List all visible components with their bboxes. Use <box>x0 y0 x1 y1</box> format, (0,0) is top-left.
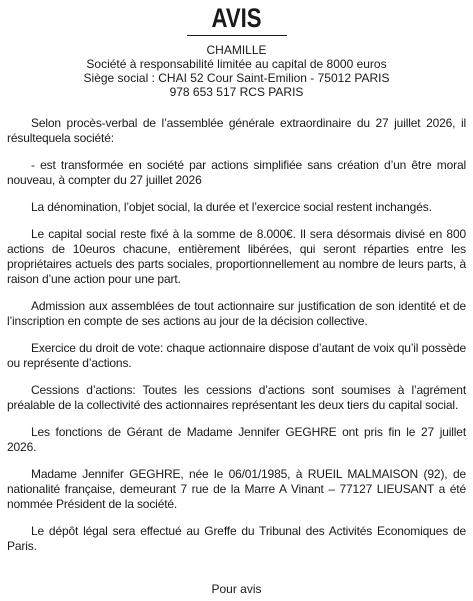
signature-line: Pour avis <box>211 582 262 596</box>
company-registration: 978 653 517 RCS PARIS <box>169 85 304 99</box>
paragraph-voting: Exercice du droit de vote: chaque actionnaire dispose d’autant de voix qu’il possède ou représente d’actions. <box>7 341 466 370</box>
paragraph-manager-end: Les fonctions de Gérant de Madame Jennifer GEGHRE ont pris fin le 27 juillet 2026. <box>7 425 466 454</box>
paragraph-transfers: Cessions d’actions: Toutes les cessions d’actions sont soumises à l’agrément préalable de la collectivité des actionnaires représentant les deux tiers du capital social. <box>7 383 466 412</box>
company-type-capital: Société à responsabilité limitée au capital de 8000 euros <box>86 57 387 71</box>
paragraph-unchanged: La dénomination, l’objet social, la durée et l’exercice social restent inchangés. <box>31 200 432 214</box>
title-underline <box>187 35 287 36</box>
notice-title: AVIS <box>211 3 262 33</box>
company-name: CHAMILLE <box>206 43 267 57</box>
company-header <box>7 43 466 99</box>
paragraph-admission: Admission aux assemblées de tout actionnaire sur justification de son identité et de l’inscription en compte de ses actions au jour de la décision collective. <box>7 299 466 328</box>
notice-body <box>7 116 466 554</box>
paragraph-capital: Le capital social reste fixé à la somme de 8.000€. Il sera désormais divisé en 800 actions de 10euros chacune, entièrement libérées, qui seront réparties entre les propriétaires actuels des parts sociales, proportionnellement au nombre de leurs parts, à raison d’une action pour une part. <box>7 227 466 286</box>
company-address: Siège social : CHAI 52 Cour Saint-Emilion - 75012 PARIS <box>83 71 390 85</box>
paragraph-minutes: Selon procès-verbal de l’assemblée générale extraordinaire du 27 juillet 2026, il résultequela société: <box>7 116 466 145</box>
paragraph-filing: Le dépôt légal sera effectué au Greffe du Tribunal des Activités Economiques de Paris. <box>7 524 466 553</box>
paragraph-transformation: - est transformée en société par actions simplifiée sans création d’un être moral nouveau, à compter du 27 juillet 2026 <box>7 158 466 187</box>
paragraph-president: Madame Jennifer GEGHRE, née le 06/01/1985, à RUEIL MALMAISON (92), de nationalité française, demeurant 7 rue de la Marre A Vinant – 77127 LIEUSANT a été nommée Président de la société. <box>7 467 466 511</box>
